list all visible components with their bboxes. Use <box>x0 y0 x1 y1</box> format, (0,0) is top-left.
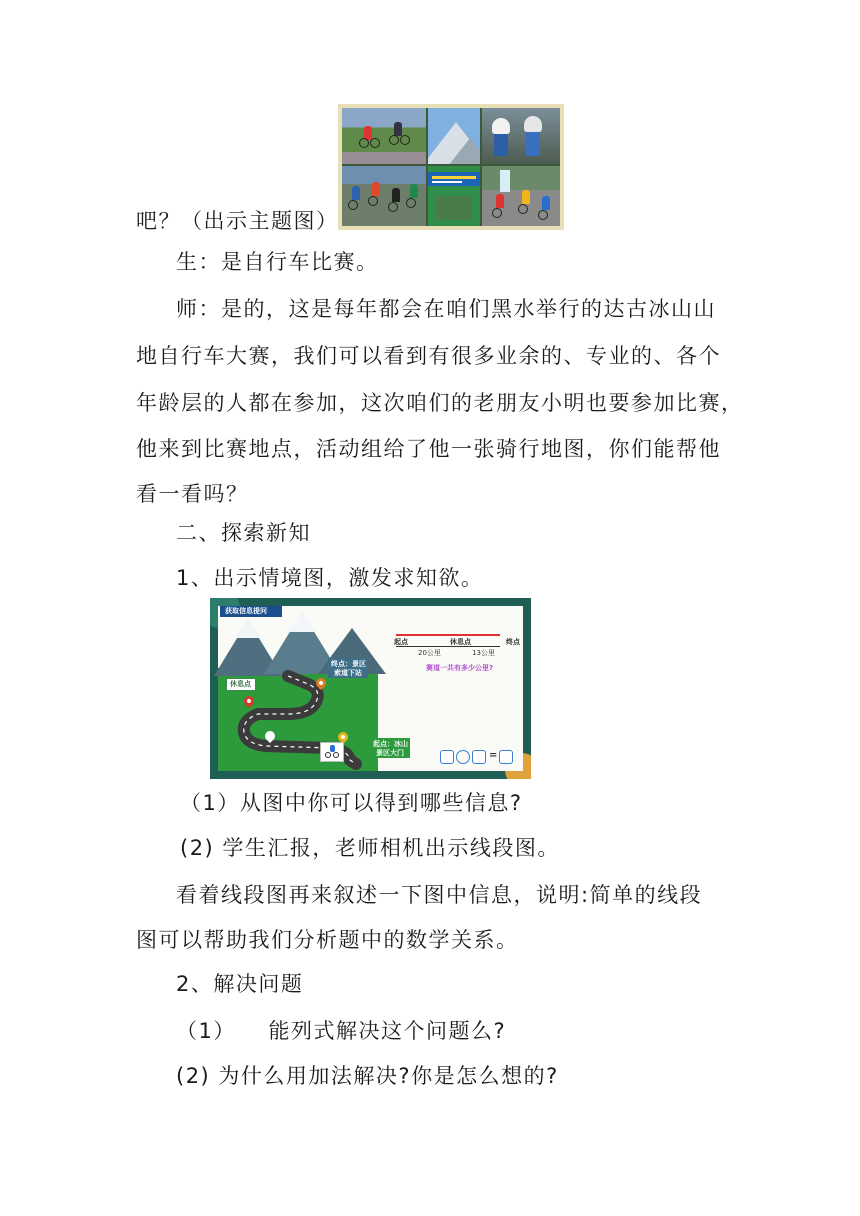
rest-point-label: 休息点 <box>226 678 256 691</box>
distance-two: 13公里 <box>472 649 495 657</box>
question-line: （1）从图中你可以得到哪些信息? <box>180 791 523 815</box>
question-line: (2) 为什么用加法解决?你是怎么想的? <box>176 1064 559 1088</box>
segment-line-lower <box>396 646 500 647</box>
line-end-label: 终点 <box>506 638 520 646</box>
equals-sign: = <box>489 750 498 761</box>
equation-box <box>499 750 513 764</box>
segment-line <box>396 634 500 636</box>
equation-box <box>440 750 454 764</box>
step-one: 1、出示情境图，激发求知欲。 <box>176 566 484 590</box>
teacher-paragraph-line: 年龄层的人都在参加，这次咱们的老朋友小明也要参加比赛， <box>136 391 744 415</box>
step-two: 2、解决问题 <box>176 972 304 996</box>
question-line: (2) 学生汇报，老师相机出示线段图。 <box>180 836 560 860</box>
operator-circle <box>456 750 470 764</box>
line-start-label: 起点 <box>394 638 408 646</box>
theme-picture <box>338 104 564 230</box>
question-line: （1） 能列式解决这个问题么? <box>176 1019 507 1043</box>
teacher-paragraph-line: 他来到比赛地点，活动组给了他一张骑行地图，你们能帮他 <box>136 437 721 461</box>
line-rest-label: 休息点 <box>450 638 471 646</box>
teacher-paragraph-line: 师：是的，这是每年都会在咱们黑水举行的达古冰山山 <box>176 297 716 321</box>
distance-one: 20公里 <box>418 649 441 657</box>
explanation-line: 看着线段图再来叙述一下图中信息，说明:简单的线段 <box>176 883 703 907</box>
map-banner: 获取信息提问 <box>220 606 282 617</box>
intro-line: 吧？（出示主题图） <box>136 209 339 233</box>
start-point-label: 起点：冰山 景区大门 <box>370 738 410 758</box>
teacher-paragraph-line: 看一看吗？ <box>136 482 249 506</box>
end-point-label: 终点：景区 索道下站 <box>328 658 368 678</box>
teacher-paragraph-line: 地自行车大赛，我们可以看到有很多业余的、专业的、各个 <box>136 344 721 368</box>
map-question: 赛道一共有多少公里? <box>426 664 494 672</box>
cyclist-icon <box>320 742 344 762</box>
equation-box <box>472 750 486 764</box>
route-map-figure <box>210 598 531 779</box>
explanation-line: 图可以帮助我们分析题中的数学关系。 <box>136 928 519 952</box>
section-heading: 二、探索新知 <box>176 521 311 545</box>
student-response: 生：是自行车比赛。 <box>176 250 379 274</box>
